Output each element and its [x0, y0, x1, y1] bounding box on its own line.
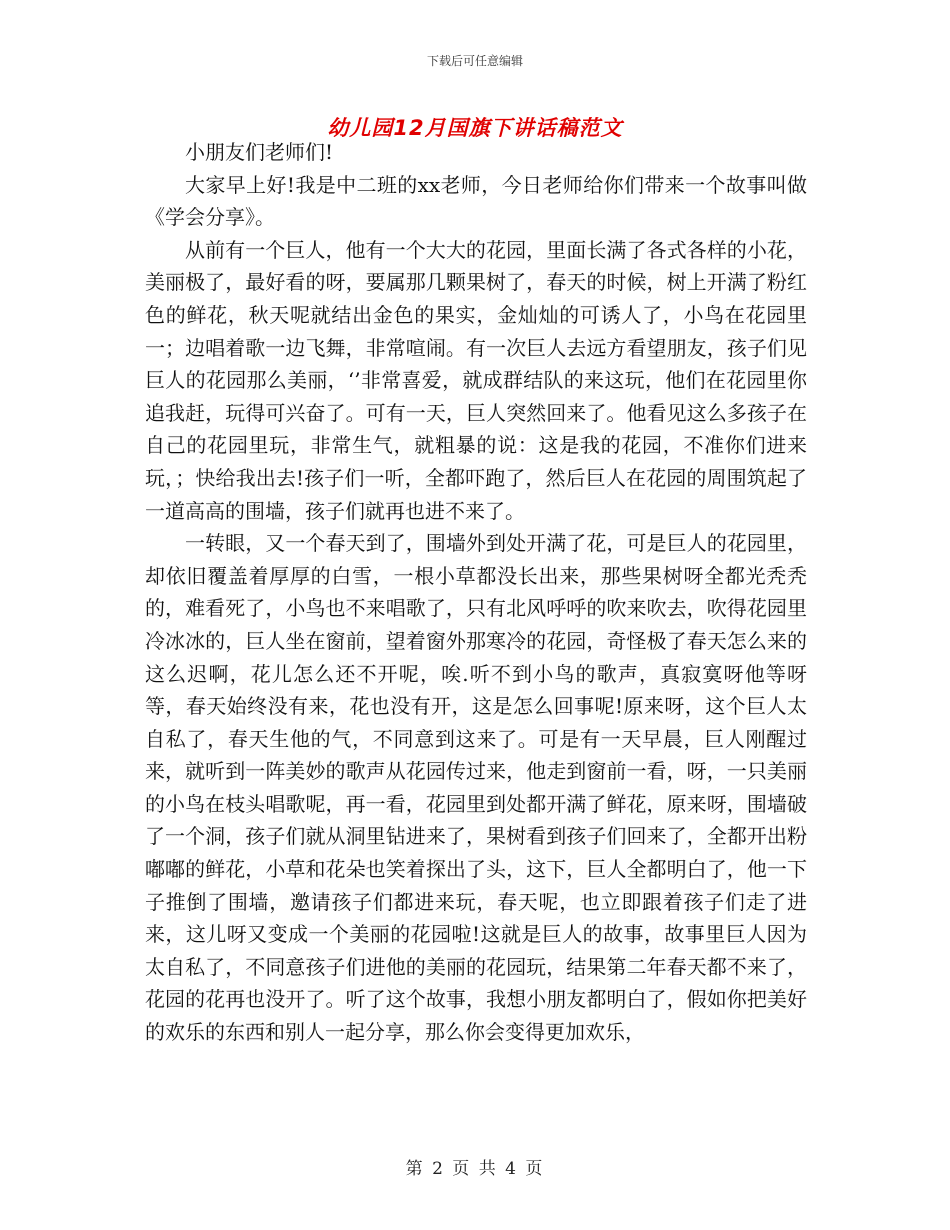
page-number-footer: 第 2 页 共 4 页 [405, 1159, 545, 1179]
paragraph-story-part-2: 一转眼，又一个春天到了，围墙外到处开满了花，可是巨人的花园里，却依旧覆盖着厚厚的白雪，一根小草都没长出来，那些果树呀全都光秃秃的，难看死了，小鸟也不来唱歌了，只有北风呼呼的吹来吹去，吹得花园里冷冰冰的，巨人坐在窗前，望着窗外那寒冷的花园，奇怪极了春天怎么来的这么迟啊，花儿怎么还不开呢，唉.听不到小鸟的歌声，真寂寞呀他等呀等，春天始终没有来，花也没有开，这是怎么回事呢!原来呀，这个巨人太自私了，春天生他的气，不同意到这来了。可是有一天早晨，巨人刚醒过来，就听到一阵美妙的歌声从花园传过来，他走到窗前一看，呀，一只美丽的小鸟在枝头唱歌呢，再一看，花园里到处都开满了鲜花，原来呀，围墙破了一个洞，孩子们就从洞里钻进来了，果树看到孩子们回来了，全都开出粉嘟嘟的鲜花，小草和花朵也笑着探出了头，这下，巨人全都明白了，他一下子推倒了围墙，邀请孩子们都进来玩，春天呢，也立即跟着孩子们走了进来，这儿呀又变成一个美丽的花园啦!这就是巨人的故事，故事里巨人因为太自私了，不同意孩子们进他的美丽的花园玩，结果第二年春天都不来了，花园的花再也没开了。听了这个故事，我想小朋友都明白了，假如你把美好的欢乐的东西和别人一起分享，那么你会变得更加欢乐， [145, 531, 807, 1045]
document-body [145, 136, 807, 1049]
document-title: 幼儿园12月国旗下讲话稿范文 [327, 116, 623, 140]
paragraph-story-part-1: 从前有一个巨人，他有一个大大的花园，里面长满了各式各样的小花，美丽极了，最好看的呀，要属那几颗果树了，春天的时候，树上开满了粉红色的鲜花，秋天呢就结出金色的果实，金灿灿的可诱人了，小鸟在花园里一；边唱着歌一边飞舞，非常喧闹。有一次巨人去远方看望朋友，孩子们见巨人的花园那么美丽，‘’非常喜爱，就成群结队的来这玩，他们在花园里你追我赶，玩得可兴奋了。可有一天，巨人突然回来了。他看见这么多孩子在自己的花园里玩，非常生气，就粗暴的说：这是我的花园，不准你们进来玩，；快给我出去!孩子们一听，全都吓跑了，然后巨人在花园的周围筑起了一道高高的围墙，孩子们就再也进不来了。 [145, 237, 807, 523]
page-header-note: 下载后可任意编辑 [426, 54, 523, 68]
paragraph-greeting: 小朋友们老师们! [185, 140, 334, 164]
paragraph-intro: 大家早上好!我是中二班的xx老师，今日老师给你们带来一个故事叫做《学会分享》。 [145, 172, 807, 230]
